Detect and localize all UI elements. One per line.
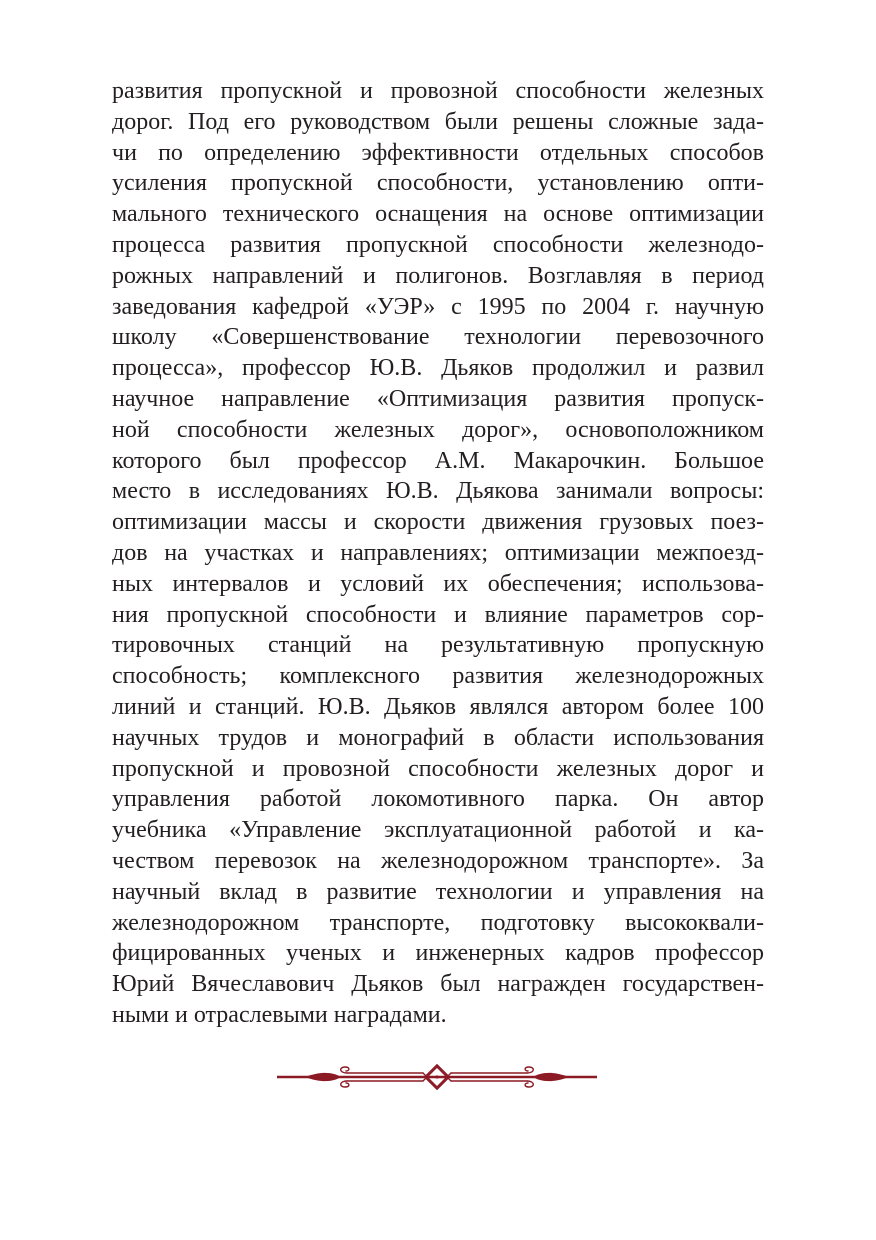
text-line: развития пропускной и провозной способности железных xyxy=(112,78,764,104)
text-line: научный вклад в развитие технологии и управления на xyxy=(112,878,764,905)
text-line: дов на участках и направлениях; оптимизации межпоезд- xyxy=(112,539,764,566)
text-line: место в исследованиях Ю.В. Дьякова занимали вопросы: xyxy=(112,478,764,505)
text-line: ных интервалов и условий их обеспечения; использова- xyxy=(112,570,764,597)
text-line: Юрий Вячеславович Дьяков был награжден государствен- xyxy=(112,971,764,998)
text-line: тировочных станций на результативную пропускную xyxy=(112,632,764,659)
text-line: железнодорожном транспорте, подготовку высококвали- xyxy=(112,909,764,936)
text-line: рожных направлений и полигонов. Возглавляя в период xyxy=(112,262,764,289)
text-line: ными и отраслевыми наградами. xyxy=(112,1001,447,1028)
text-line: ной способности железных дорог», основоположником xyxy=(112,416,764,443)
text-line: заведования кафедрой «УЭР» с 1995 по 2004 г. научную xyxy=(112,293,764,320)
text-line: оптимизации массы и скорости движения грузовых поез- xyxy=(112,509,764,536)
text-line: процесса развития пропускной способности железнодо- xyxy=(112,231,764,258)
body-paragraph xyxy=(112,76,764,1031)
text-line: способность; комплексного развития железнодорожных xyxy=(112,663,764,690)
decorative-divider-icon xyxy=(277,1062,597,1092)
text-line: управления работой локомотивного парка. Он автор xyxy=(112,786,764,813)
text-line: дорог. Под его руководством были решены сложные зада- xyxy=(112,108,764,135)
text-line: научное направление «Оптимизация развития пропуск- xyxy=(112,385,764,412)
text-line: усиления пропускной способности, установлению опти- xyxy=(112,170,764,197)
text-line: учебника «Управление эксплуатационной работой и ка- xyxy=(112,817,764,844)
text-line: процесса», профессор Ю.В. Дьяков продолжил и развил xyxy=(112,355,764,382)
text-line: школу «Совершенствование технологии перевозочного xyxy=(112,324,764,351)
text-line: чи по определению эффективности отдельных способов xyxy=(112,139,764,166)
text-line: научных трудов и монографий в области использования xyxy=(112,724,764,751)
text-line: линий и станций. Ю.В. Дьяков являлся автором более 100 xyxy=(112,693,764,720)
text-line: ния пропускной способности и влияние параметров сор- xyxy=(112,601,764,628)
text-line: пропускной и провозной способности железных дорог и xyxy=(112,755,764,782)
text-line: мального технического оснащения на основе оптимизации xyxy=(112,201,764,228)
text-line: которого был профессор А.М. Макарочкин. Большое xyxy=(112,447,764,474)
text-line: фицированных ученых и инженерных кадров профессор xyxy=(112,940,764,967)
text-line: чеством перевозок на железнодорожном транспорте». За xyxy=(112,847,764,874)
